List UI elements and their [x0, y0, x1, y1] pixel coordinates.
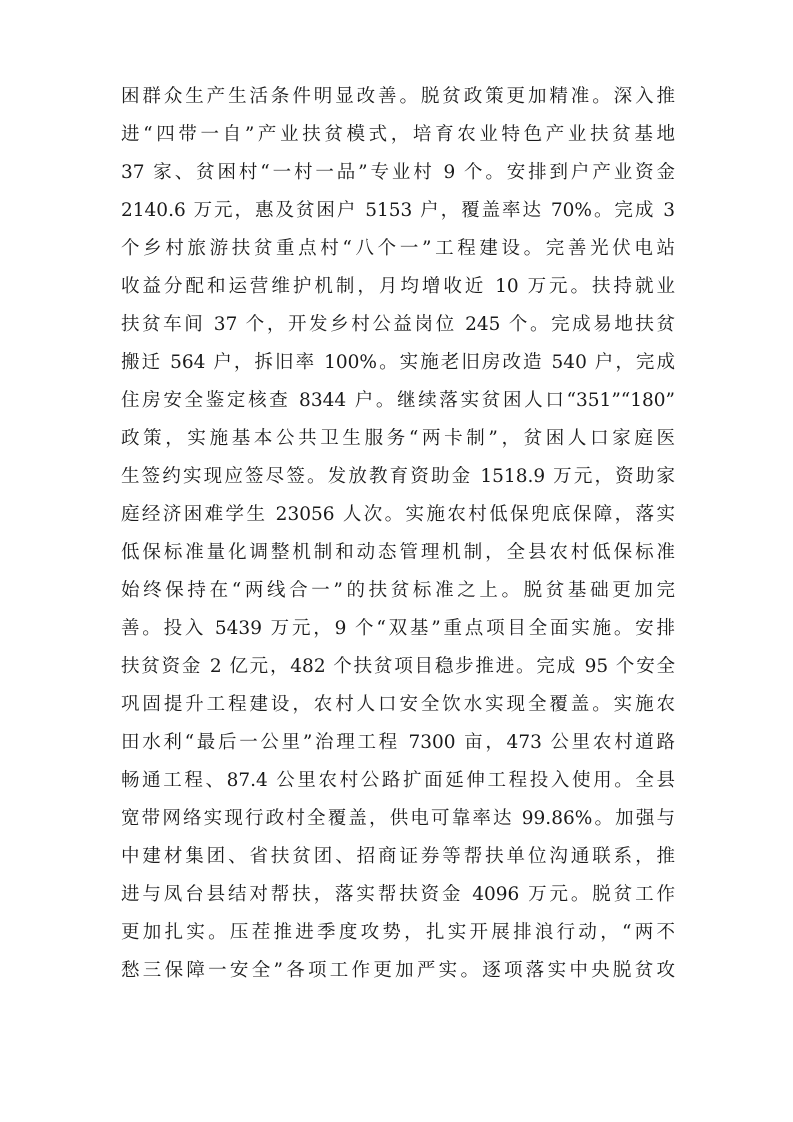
text-line: 善。投入 5439 万元，9 个“双基”重点项目全面实施。安排: [121, 618, 675, 639]
text-line: 住房安全鉴定核查 8344 户。继续落实贫困人口“351”“180”: [121, 390, 675, 411]
text-line: 2140.6 万元，惠及贫困户 5153 户，覆盖率达 70%。完成 3: [121, 200, 675, 221]
text-line: 畅通工程、87.4 公里农村公路扩面延伸工程投入使用。全县: [121, 770, 675, 791]
text-line: 进与凤台县结对帮扶，落实帮扶资金 4096 万元。脱贫工作: [121, 884, 675, 905]
text-line: 低保标准量化调整机制和动态管理机制，全县农村低保标准: [121, 542, 675, 563]
text-line: 愁三保障一安全”各项工作更加严实。逐项落实中央脱贫攻: [121, 960, 675, 981]
text-line: 进“四带一自”产业扶贫模式，培育农业特色产业扶贫基地: [121, 124, 675, 145]
text-line: 巩固提升工程建设，农村人口安全饮水实现全覆盖。实施农: [121, 694, 675, 715]
document-body: [121, 78, 675, 990]
text-line: 庭经济困难学生 23056 人次。实施农村低保兜底保障，落实: [121, 504, 675, 525]
text-line: 扶贫车间 37 个，开发乡村公益岗位 245 个。完成易地扶贫: [121, 314, 675, 335]
text-line: 个乡村旅游扶贫重点村“八个一”工程建设。完善光伏电站: [121, 238, 675, 259]
text-line: 扶贫资金 2 亿元，482 个扶贫项目稳步推进。完成 95 个安全: [121, 656, 675, 677]
text-line: 田水利“最后一公里”治理工程 7300 亩，473 公里农村道路: [121, 732, 675, 753]
text-line: 政策，实施基本公共卫生服务“两卡制”，贫困人口家庭医: [121, 428, 675, 449]
text-line: 生签约实现应签尽签。发放教育资助金 1518.9 万元，资助家: [121, 466, 675, 487]
text-line: 收益分配和运营维护机制，月均增收近 10 万元。扶持就业: [121, 276, 675, 297]
text-line: 困群众生产生活条件明显改善。脱贫政策更加精准。深入推: [121, 86, 675, 107]
text-line: 中建材集团、省扶贫团、招商证券等帮扶单位沟通联系，推: [121, 846, 675, 867]
text-line: 宽带网络实现行政村全覆盖，供电可靠率达 99.86%。加强与: [121, 808, 675, 829]
text-line: 搬迁 564 户，拆旧率 100%。实施老旧房改造 540 户，完成: [121, 352, 675, 373]
text-line: 始终保持在“两线合一”的扶贫标准之上。脱贫基础更加完: [121, 580, 675, 601]
text-line: 37 家、贫困村“一村一品”专业村 9 个。安排到户产业资金: [121, 162, 675, 183]
text-line: 更加扎实。压茬推进季度攻势，扎实开展排浪行动，“两不: [121, 922, 675, 943]
